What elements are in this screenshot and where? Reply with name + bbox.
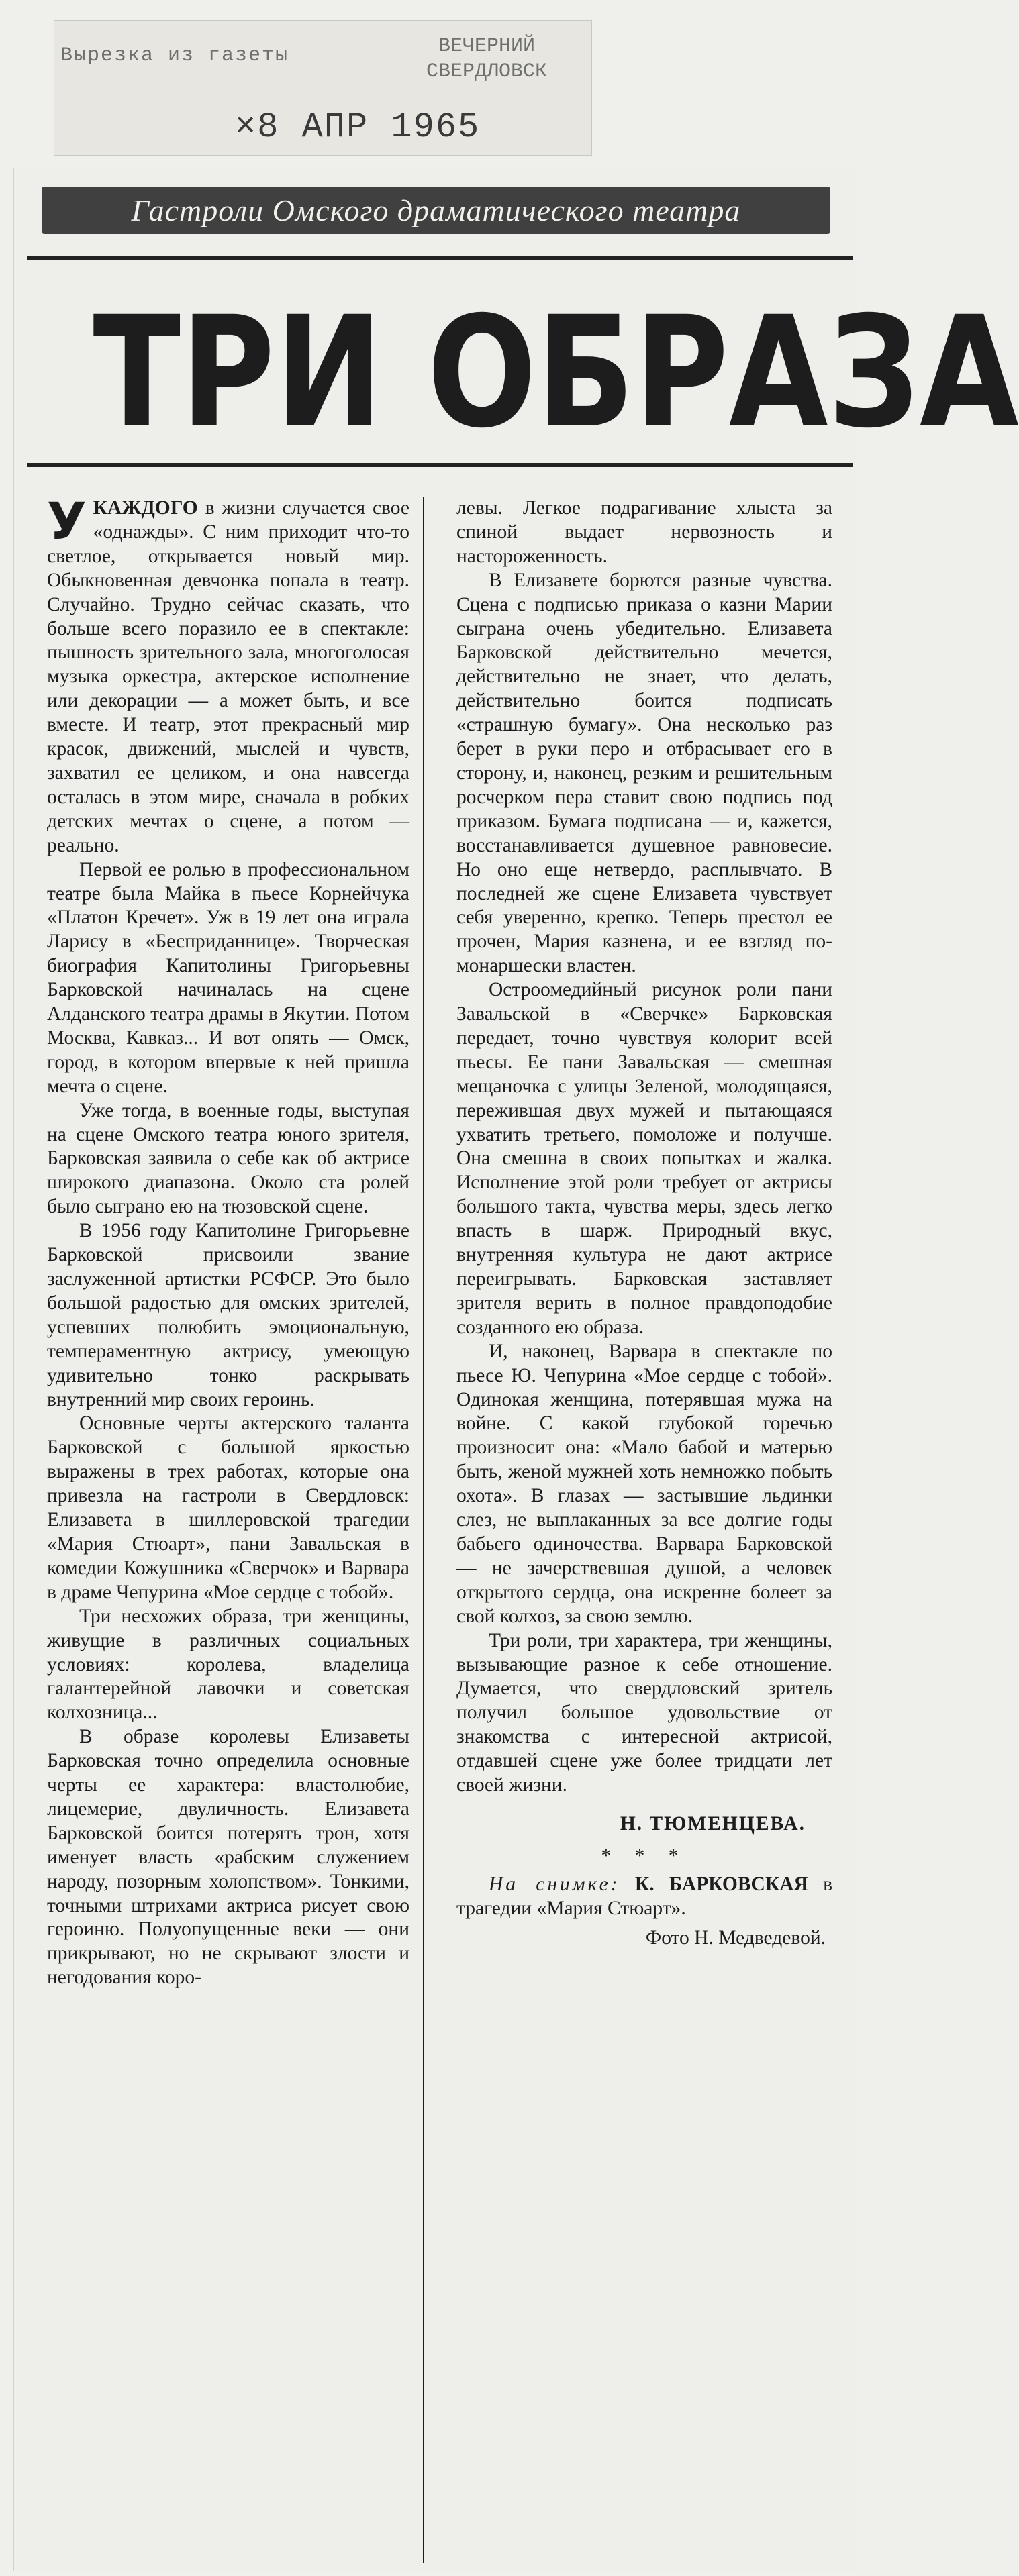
column-divider [423, 497, 424, 2563]
lead-word: КАЖДОГО [93, 497, 198, 519]
newspaper-name-line1: ВЕЧЕРНИЙ [438, 35, 536, 58]
top-rule [27, 256, 853, 260]
newspaper-name [403, 34, 571, 85]
dropcap: У [47, 491, 87, 551]
caption-name: К. БАРКОВСКАЯ [634, 1873, 808, 1895]
paragraph: Остроомедийный рисунок роли пани Завальской в «Сверчке» Барковская передает, точно чувствуя колорит всей пьесы. Ее пани Завальская — смешная мещаночка с улицы Зеленой, молодящаяся, пережившая двух мужей и пытающаяся ухватить третьего, помоложе и получше. Она смешна в своих попытках и жалка. Исполнение этой роли требует от актрисы большого такта, чувства меры, здесь легко впасть в шарж. Природный вкус, внутренняя культура не дают актрисе переигрывать. Барковская заставляет зрителя верить в полное правдоподобие созданного ею образа. [456, 979, 832, 1338]
paragraph: Первой ее ролью в профессиональном театре была Майка в пьесе Корнейчука «Платон Кречет». Уж в 19 лет она играла Ларису в «Бесприданнице». Творческая биография Капитолины Григорьевны Барковской начиналась на сцене Алданского театра драмы в Якутии. Потом Москва, Кавказ... И вот опять — Омск, город, в котором впервые к ней пришла мечта о сцене. [47, 858, 409, 1097]
article-column-left [47, 491, 409, 1990]
paragraph: В 1956 году Капитолине Григорьевне Барковской присвоили звание заслуженной артистки РСФСР. Это было большой радостью для омских зрителей, успевших полюбить эмоциональную, темпераментную актрису, умеющую удивительно тонко раскрывать внутренний мир своих героинь. [47, 1220, 409, 1410]
paragraph: В Елизавете борются разные чувства. Сцена с подписью приказа о казни Марии сыграна очень убедительно. Елизавета Барковской действительно мечется, действительно не знает, что делать, действительно боится подписать «страшную бумагу». Она несколько раз берет в руки перо и отбрасывает его в сторону, и, наконец, резким и решительным росчерком пера ставит свою подпись под приказом. Бумага подписана — и, кажется, восстанавливается душевное равновесие. Но оно еще нетвердо, расплывчато. В последней же сцене Елизавета чувствует себя уверенно, крепко. Теперь престол ее прочен, Мария казнена, и ее взгляд по-монаршески властен. [456, 569, 832, 977]
lead-text: в жизни случается свое «однажды». С ним приходит что-то светлое, открывается новый мир. Обыкновенная девчонка попала в театр. Случайно. Трудно сейчас сказать, что больше всего поразило ее в спектакле: пышность зрительного зала, многоголосая музыка оркестра, актерское исполнение или декорации — а может быть, и все вместе. И театр, этот прекрасный мир красок, движений, мыслей и чувств, захватил ее целиком, и она навсегда осталась в этом мире, сначала в робких детских мечтах о сцене, а потом — реально. [47, 497, 409, 856]
caption-prefix: На снимке: [489, 1873, 620, 1895]
separator-stars: * * * [601, 1845, 688, 1867]
photo-credit: Фото Н. Медведевой. [645, 1926, 826, 1949]
paragraph: Основные черты актерского таланта Барковской с большой яркостью выражены в трех работах, которые она привезла на гастроли в Свердловск: Елизавета в шиллеровской трагедии «Мария Стюарт», пани Завальская в комедии Кожушника «Сверчок» и Варвара в драме Чепурина «Мое сердце с тобой». [47, 1412, 409, 1603]
paragraph: И, наконец, Варвара в спектакле по пьесе Ю. Чепурина «Мое сердце с тобой». Одинокая женщина, потерявшая мужа на войне. С какой глубокой горечью произносит она: «Мало бабой и матерью быть, женой мужней хоть немножко побыть охота». В глазах — застывшие льдинки слез, не выплаканных за все долгие годы бабьего одиночества. Варвара Барковской — не зачерствевшая душой, а человек открытого сердца, она искренне болеет за свой колхоз, за свою землю. [456, 1340, 832, 1627]
caption-text: в трагедии «Мария Стюарт». [456, 1873, 832, 1919]
paragraph: Уже тогда, в военные годы, выступая на сцене Омского театра юного зрителя, Барковская заявила о себе как об актрисе широкого диапазона. Около ста ролей было сыграно ею на тюзовской сцене. [47, 1099, 409, 1218]
headline: ТРИ ОБРАЗА [93, 283, 1019, 462]
date-stamp: ×8 АПР 1965 [235, 107, 481, 147]
paragraph: В образе королевы Елизаветы Барковская точно определила основные черты ее характера: властолюбие, лицемерие, двуличность. Елизавета Барковской боится потерять трон, хотя именует власть «рабским служением народу, позорным холопством». Тонкими, точными штрихами актриса рисует свою героиню. Полуопущенные веки — они прикрывают, но не скрывают злости и негодования коро- [47, 1726, 409, 1989]
paragraph: Три роли, три характера, три женщины, вызывающие разное к себе отношение. Думается, что свердловский зритель получил большое удовольствие от знакомства с интересной актрисой, отдавшей сцене уже более тридцати лет своей жизни. [456, 1629, 832, 1796]
paragraph: Три несхожих образа, три женщины, живущие в различных социальных условиях: королева, владелица галантерейной лавочки и советская колхозница... [47, 1605, 409, 1724]
article-column-right [456, 497, 832, 1950]
headline-bottom-rule [27, 463, 853, 467]
section-banner [42, 187, 830, 234]
banner-text: Гастроли Омского драматического театра [131, 193, 741, 227]
photo-caption [456, 1873, 832, 1921]
clipping-label: Вырезка из газеты [60, 44, 289, 67]
lead-paragraph [47, 491, 409, 858]
paragraph: левы. Легкое подрагивание хлыста за спиной выдает нервозность и настороженность. [456, 497, 832, 567]
author-signature: Н. ТЮМЕНЦЕВА. [620, 1812, 806, 1835]
newspaper-name-line2: СВЕРДЛОВСК [426, 60, 548, 83]
